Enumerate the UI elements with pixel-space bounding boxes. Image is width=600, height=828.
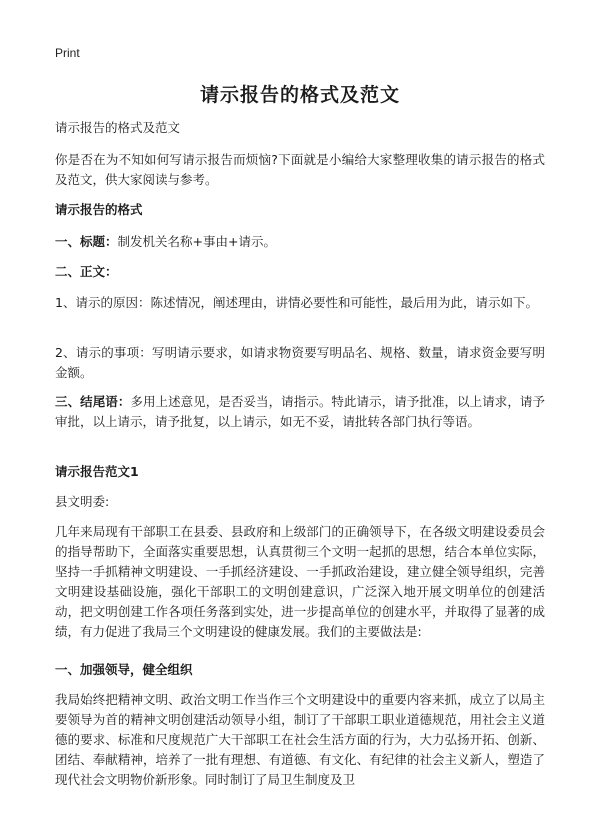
reason-paragraph: 1、请示的原因：陈述情况，阐述理由，讲情必要性和可能性，最后用为此，请示如下。 <box>55 295 538 310</box>
item-text: 制发机关名称+事由+请示。 <box>117 234 276 249</box>
item-text: 多用上述意见，是否妥当，请指示。特此请示，请予批准，以上请求，请予审批，以上请示，请予批复，以上请示，如无不妥，请批转各部门执行等语。 <box>55 394 545 429</box>
section-heading: 一、加强领导，健全组织 <box>55 662 193 677</box>
salutation: 县文明委: <box>55 494 110 509</box>
item-label: 三、结尾语： <box>55 394 131 409</box>
print-link[interactable]: Print <box>55 46 80 60</box>
format-item-title <box>55 232 545 252</box>
sample-paragraph: 几年来局现有干部职工在县委、县政府和上级部门的正确领导下，在各级文明建设委员会的指导帮助下，全面落实重要思想，认真贯彻三个文明一起抓的思想，结合本单位实际，坚持一手抓精神文明建设、一手抓经济建设、一手抓政治建设，建立健全领导组织，完善文明建设基础设施，强化干部职工的文明创建意识，广泛深入地开展文明单位的创建活动，把文明创建工作各项任务落到实处，进一步提高单位的创建水平，并取得了显著的成绩，有力促进了我局三个文明建设的健康发展。我们的主要做法是: <box>55 524 545 639</box>
intro-paragraph: 你是否在为不知如何写请示报告而烦恼?下面就是小编给大家整理收集的请示报告的格式及范文，供大家阅读与参考。 <box>55 152 545 187</box>
sample-heading: 请示报告范文1 <box>55 464 139 479</box>
matters-paragraph: 2、请示的事项：写明请示要求，如请求物资要写明品名、规格、数量，请求资金要写明金额。 <box>55 345 545 380</box>
item-label: 一、标题： <box>55 234 118 249</box>
format-heading: 请示报告的格式 <box>55 202 143 217</box>
section-paragraph: 我局始终把精神文明、政治文明工作当作三个文明建设中的重要内容来抓，成立了以局主要领导为首的精神文明创建活动领导小组，制订了干部职工职业道德规范，用社会主义道德的要求、标准和尺度规范广大干部职工在社会生活方面的行为，大力弘扬开拓、创新、团结、奉献精神，培养了一批有理想、有道德、有文化、有纪律的社会主义新人，塑造了现代社会文明物价新形象。同时制订了局卫生制度及卫 <box>55 692 545 787</box>
format-item-body-label: 二、正文： <box>55 264 118 279</box>
subtitle: 请示报告的格式及范文 <box>55 120 181 135</box>
format-item-closing <box>55 392 545 432</box>
page-title: 请示报告的格式及范文 <box>199 84 400 106</box>
